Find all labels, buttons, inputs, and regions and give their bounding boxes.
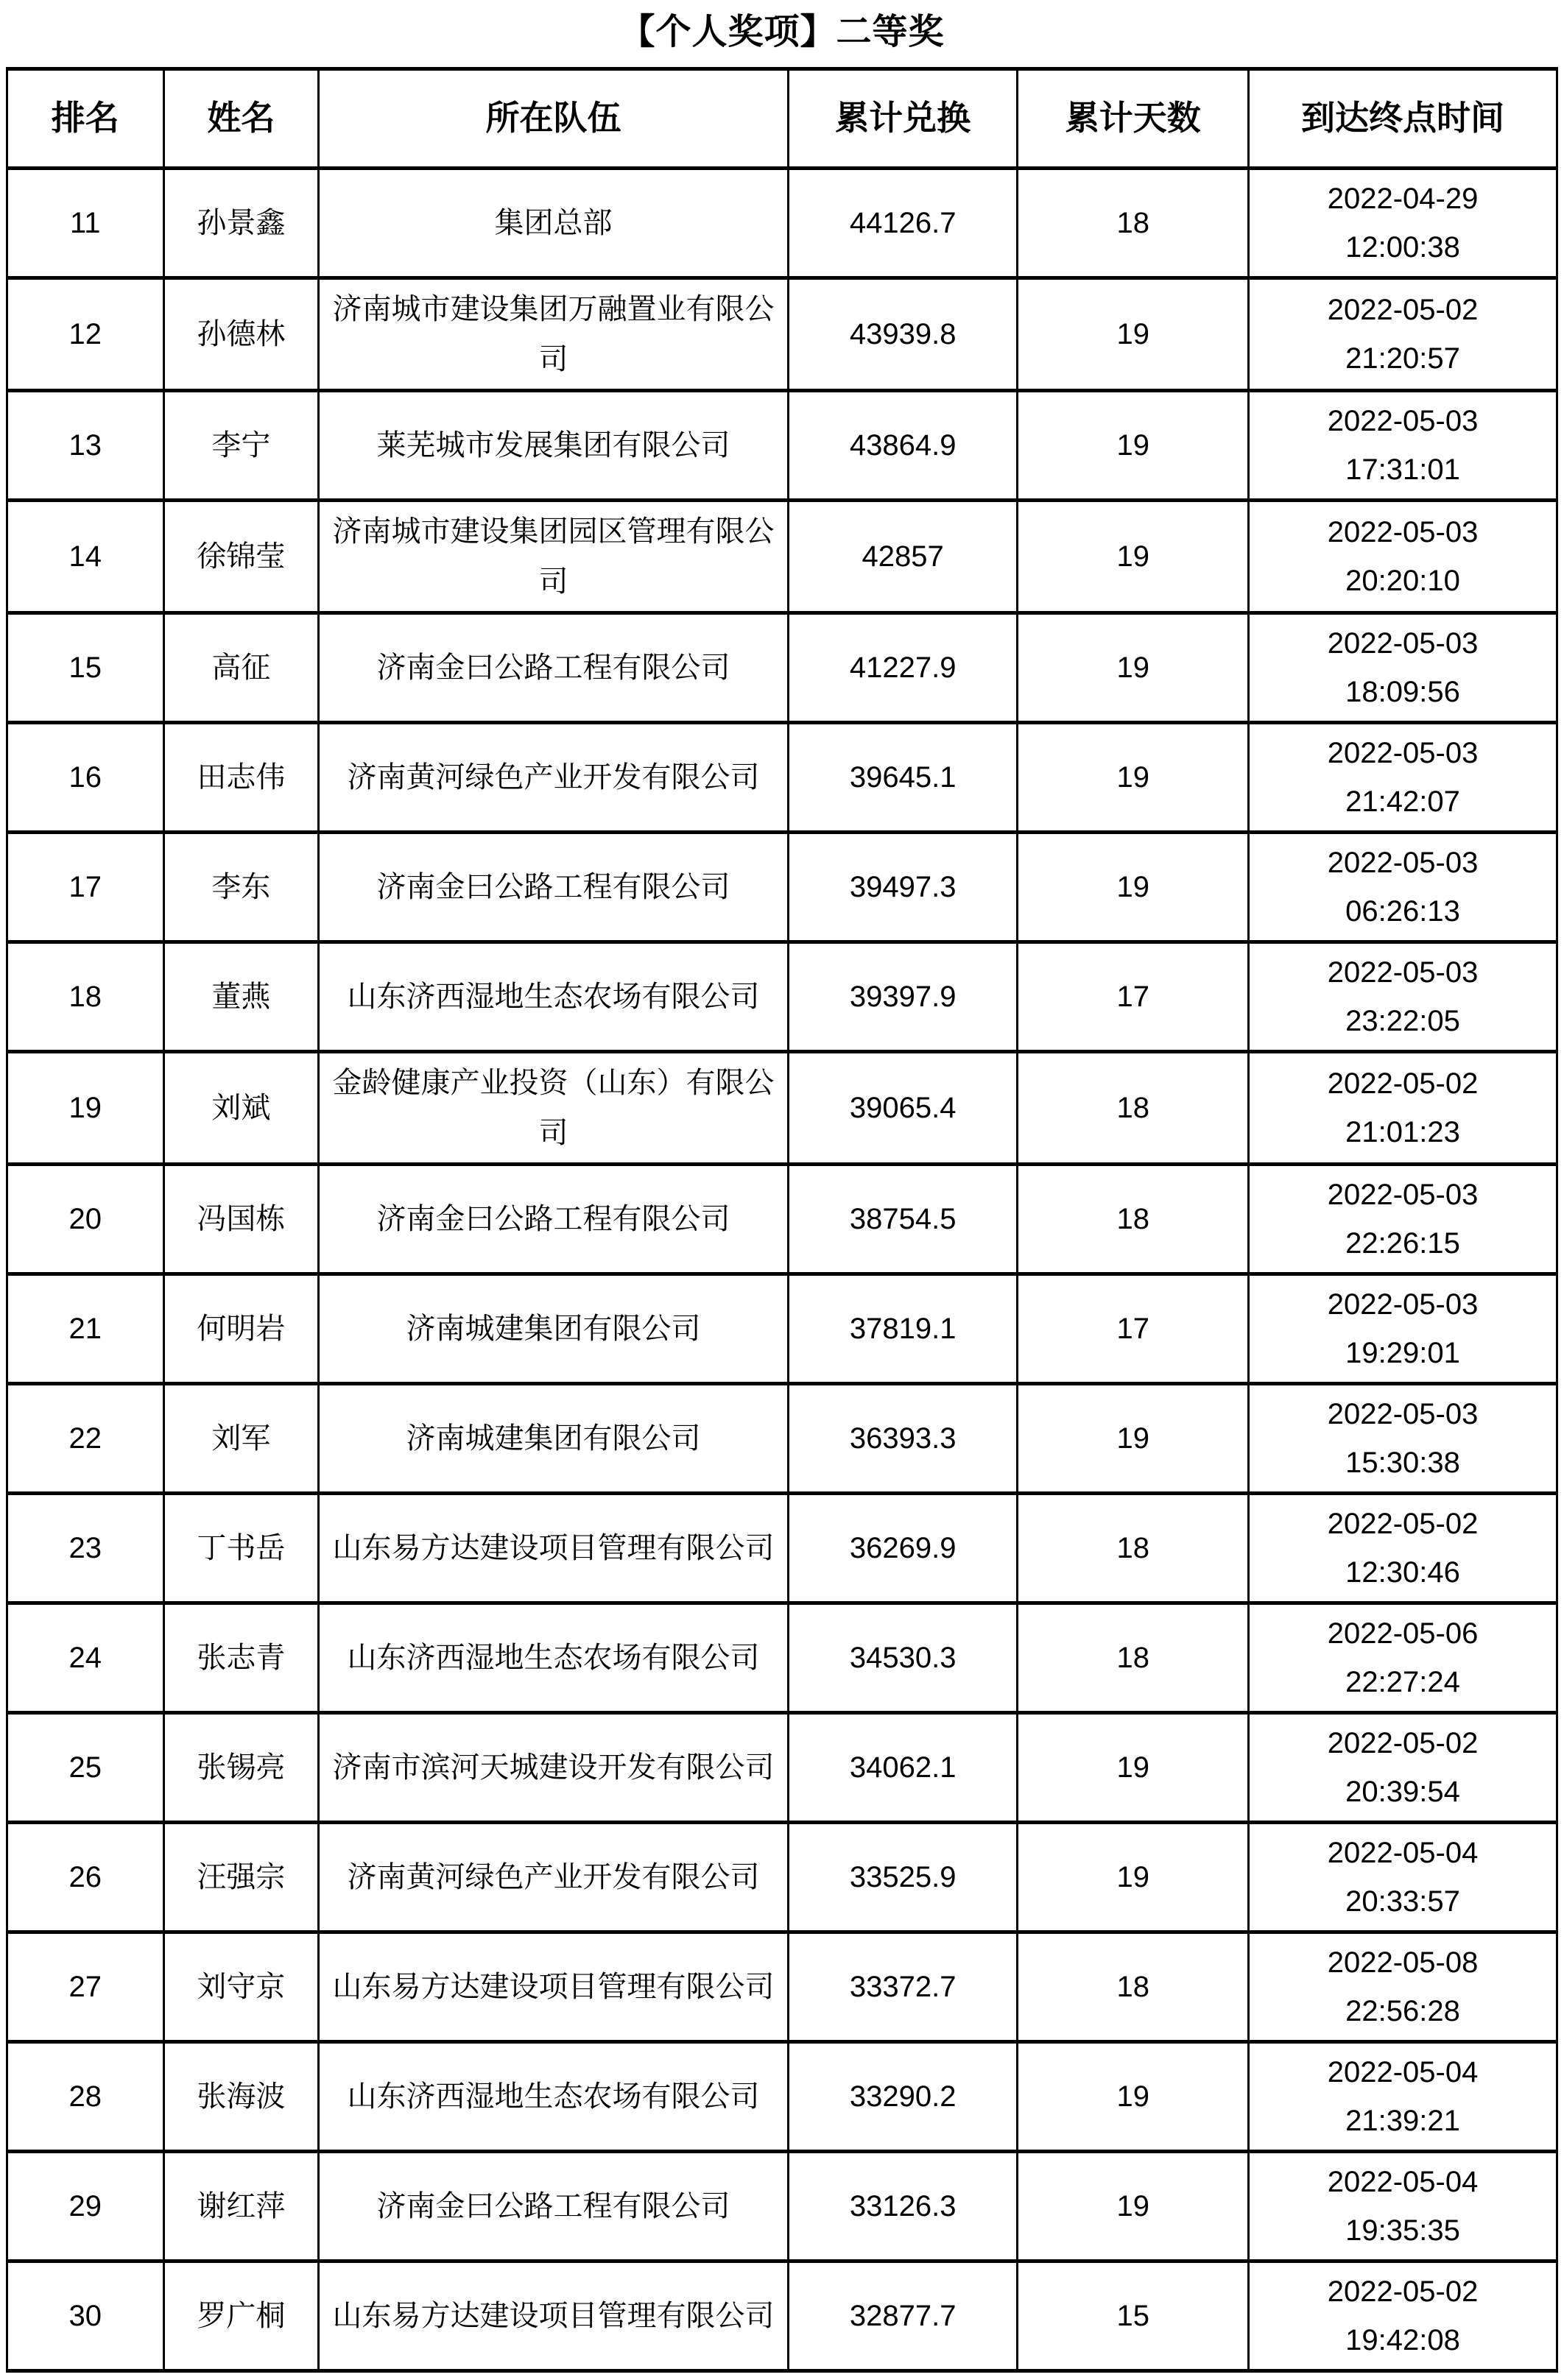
- days-cell: 19: [1018, 278, 1249, 390]
- table-row: [7, 612, 1557, 722]
- finish-date-line: 2022-05-04: [1327, 2165, 1479, 2198]
- finish-time-cell: [1249, 1932, 1557, 2041]
- finish-date-line: 2022-05-06: [1327, 1617, 1479, 1650]
- name-cell: 张志青: [163, 1603, 318, 1712]
- finish-time-cell: [1249, 1712, 1557, 1822]
- finish-date-line: 2022-05-02: [1327, 1507, 1479, 1540]
- finish-time-line: 15:30:38: [1345, 1446, 1460, 1479]
- finish-time-line: 20:39:54: [1345, 1775, 1460, 1808]
- team-cell: 山东易方达建设项目管理有限公司: [319, 2261, 789, 2370]
- days-cell: 19: [1018, 390, 1249, 500]
- days-cell: 19: [1018, 2041, 1249, 2151]
- days-cell: 18: [1018, 1493, 1249, 1603]
- team-cell: 山东易方达建设项目管理有限公司: [319, 1493, 789, 1603]
- header-days: 累计天数: [1018, 68, 1249, 168]
- team-cell: 山东济西湿地生态农场有限公司: [319, 942, 789, 1051]
- name-cell: 李宁: [163, 390, 318, 500]
- name-cell: 董燕: [163, 942, 318, 1051]
- finish-time-line: 18:09:56: [1345, 675, 1460, 708]
- finish-time-cell: [1249, 168, 1557, 278]
- exchange-cell: 33525.9: [788, 1822, 1018, 1932]
- team-cell: 济南城建集团有限公司: [319, 1383, 789, 1493]
- exchange-cell: 37819.1: [788, 1274, 1018, 1383]
- rank-cell: 20: [7, 1164, 164, 1274]
- days-cell: 18: [1018, 168, 1249, 278]
- rank-cell: 26: [7, 1822, 164, 1932]
- name-cell: 刘军: [163, 1383, 318, 1493]
- team-cell: 山东易方达建设项目管理有限公司: [319, 1932, 789, 2041]
- days-cell: 18: [1018, 1051, 1249, 1164]
- exchange-cell: 33126.3: [788, 2151, 1018, 2261]
- exchange-cell: 43939.8: [788, 278, 1018, 390]
- finish-date-line: 2022-05-02: [1327, 2275, 1479, 2308]
- team-cell: 济南城建集团有限公司: [319, 1274, 789, 1383]
- finish-time-cell: [1249, 2041, 1557, 2151]
- rank-cell: 14: [7, 500, 164, 612]
- name-cell: 李东: [163, 832, 318, 942]
- rank-cell: 24: [7, 1603, 164, 1712]
- finish-time-cell: [1249, 722, 1557, 832]
- finish-date-line: 2022-05-03: [1327, 515, 1479, 548]
- team-cell: 济南黄河绿色产业开发有限公司: [319, 1822, 789, 1932]
- finish-time-line: 19:35:35: [1345, 2214, 1460, 2247]
- finish-date-line: 2022-05-04: [1327, 2055, 1479, 2088]
- team-cell: 济南城市建设集团园区管理有限公司: [319, 500, 789, 612]
- finish-time-cell: [1249, 1493, 1557, 1603]
- exchange-cell: 39397.9: [788, 942, 1018, 1051]
- table-row: [7, 1932, 1557, 2041]
- table-row: [7, 1603, 1557, 1712]
- finish-date-line: 2022-05-03: [1327, 626, 1479, 660]
- name-cell: 田志伟: [163, 722, 318, 832]
- team-cell: 济南黄河绿色产业开发有限公司: [319, 722, 789, 832]
- team-cell: 济南城市建设集团万融置业有限公司: [319, 278, 789, 390]
- finish-time-cell: [1249, 942, 1557, 1051]
- finish-time-line: 12:30:46: [1345, 1556, 1460, 1589]
- finish-time-cell: [1249, 1822, 1557, 1932]
- finish-time-line: 20:20:10: [1345, 564, 1460, 597]
- table-row: [7, 2151, 1557, 2261]
- table-row: [7, 2261, 1557, 2370]
- team-cell: 济南金曰公路工程有限公司: [319, 612, 789, 722]
- days-cell: 19: [1018, 2151, 1249, 2261]
- header-finish-time: 到达终点时间: [1249, 68, 1557, 168]
- table-row: [7, 278, 1557, 390]
- name-cell: 汪强宗: [163, 1822, 318, 1932]
- name-cell: 何明岩: [163, 1274, 318, 1383]
- finish-date-line: 2022-05-08: [1327, 1946, 1479, 1979]
- exchange-cell: 32877.7: [788, 2261, 1018, 2370]
- name-cell: 张海波: [163, 2041, 318, 2151]
- days-cell: 19: [1018, 832, 1249, 942]
- finish-time-line: 21:39:21: [1345, 2104, 1460, 2137]
- name-cell: 刘守京: [163, 1932, 318, 2041]
- days-cell: 19: [1018, 1822, 1249, 1932]
- rank-cell: 15: [7, 612, 164, 722]
- rank-cell: 28: [7, 2041, 164, 2151]
- finish-time-cell: [1249, 500, 1557, 612]
- finish-time-line: 22:56:28: [1345, 1994, 1460, 2027]
- days-cell: 18: [1018, 1603, 1249, 1712]
- days-cell: 19: [1018, 722, 1249, 832]
- rank-cell: 27: [7, 1932, 164, 2041]
- finish-time-line: 21:01:23: [1345, 1115, 1460, 1148]
- table-row: [7, 1493, 1557, 1603]
- table-row: [7, 1712, 1557, 1822]
- finish-time-cell: [1249, 832, 1557, 942]
- table-row: [7, 1051, 1557, 1164]
- finish-time-line: 21:20:57: [1345, 342, 1460, 375]
- table-row: [7, 2041, 1557, 2151]
- finish-date-line: 2022-04-29: [1327, 182, 1479, 215]
- finish-time-cell: [1249, 278, 1557, 390]
- name-cell: 孙景鑫: [163, 168, 318, 278]
- rank-cell: 12: [7, 278, 164, 390]
- table-row: [7, 1274, 1557, 1383]
- finish-time-line: 22:26:15: [1345, 1226, 1460, 1260]
- finish-date-line: 2022-05-03: [1327, 736, 1479, 769]
- finish-time-cell: [1249, 2151, 1557, 2261]
- finish-date-line: 2022-05-03: [1327, 846, 1479, 879]
- rank-cell: 21: [7, 1274, 164, 1383]
- name-cell: 徐锦莹: [163, 500, 318, 612]
- team-cell: 山东济西湿地生态农场有限公司: [319, 1603, 789, 1712]
- header-rank: 排名: [7, 68, 164, 168]
- table-row: [7, 1383, 1557, 1493]
- exchange-cell: 34530.3: [788, 1603, 1018, 1712]
- days-cell: 18: [1018, 1932, 1249, 2041]
- finish-time-line: 22:27:24: [1345, 1665, 1460, 1698]
- days-cell: 17: [1018, 1274, 1249, 1383]
- finish-date-line: 2022-05-04: [1327, 1836, 1479, 1869]
- team-cell: 莱芜城市发展集团有限公司: [319, 390, 789, 500]
- finish-date-line: 2022-05-02: [1327, 1067, 1479, 1100]
- team-cell: 集团总部: [319, 168, 789, 278]
- finish-time-line: 17:31:01: [1345, 453, 1460, 486]
- header-name: 姓名: [163, 68, 318, 168]
- name-cell: 高征: [163, 612, 318, 722]
- days-cell: 19: [1018, 1712, 1249, 1822]
- finish-time-cell: [1249, 1383, 1557, 1493]
- finish-time-cell: [1249, 1164, 1557, 1274]
- exchange-cell: 43864.9: [788, 390, 1018, 500]
- rank-cell: 18: [7, 942, 164, 1051]
- finish-date-line: 2022-05-03: [1327, 1288, 1479, 1321]
- header-row: [7, 68, 1557, 168]
- days-cell: 15: [1018, 2261, 1249, 2370]
- finish-time-line: 21:42:07: [1345, 785, 1460, 818]
- table-row: [7, 168, 1557, 278]
- exchange-cell: 38754.5: [788, 1164, 1018, 1274]
- exchange-cell: 36269.9: [788, 1493, 1018, 1603]
- finish-date-line: 2022-05-03: [1327, 1178, 1479, 1211]
- finish-time-line: 20:33:57: [1345, 1885, 1460, 1918]
- days-cell: 17: [1018, 942, 1249, 1051]
- finish-time-cell: [1249, 1603, 1557, 1712]
- finish-time-cell: [1249, 612, 1557, 722]
- finish-time-line: 19:42:08: [1345, 2323, 1460, 2356]
- team-cell: 山东济西湿地生态农场有限公司: [319, 2041, 789, 2151]
- exchange-cell: 39497.3: [788, 832, 1018, 942]
- header-team: 所在队伍: [319, 68, 789, 168]
- finish-date-line: 2022-05-03: [1327, 1397, 1479, 1430]
- table-row: [7, 942, 1557, 1051]
- name-cell: 孙德林: [163, 278, 318, 390]
- exchange-cell: 39065.4: [788, 1051, 1018, 1164]
- table-body: [7, 168, 1557, 2370]
- exchange-cell: 42857: [788, 500, 1018, 612]
- exchange-cell: 33290.2: [788, 2041, 1018, 2151]
- team-cell: 济南金曰公路工程有限公司: [319, 2151, 789, 2261]
- team-cell: 济南市滨河天城建设开发有限公司: [319, 1712, 789, 1822]
- finish-date-line: 2022-05-02: [1327, 293, 1479, 326]
- exchange-cell: 34062.1: [788, 1712, 1018, 1822]
- finish-time-line: 19:29:01: [1345, 1336, 1460, 1369]
- page-title: 【个人奖项】二等奖: [619, 13, 945, 52]
- finish-time-cell: [1249, 1274, 1557, 1383]
- rank-cell: 13: [7, 390, 164, 500]
- name-cell: 罗广桐: [163, 2261, 318, 2370]
- exchange-cell: 39645.1: [788, 722, 1018, 832]
- rank-cell: 19: [7, 1051, 164, 1164]
- finish-time-cell: [1249, 2261, 1557, 2370]
- finish-time-cell: [1249, 390, 1557, 500]
- table-row: [7, 722, 1557, 832]
- finish-date-line: 2022-05-03: [1327, 956, 1479, 989]
- exchange-cell: 36393.3: [788, 1383, 1018, 1493]
- finish-time-line: 23:22:05: [1345, 1004, 1460, 1037]
- awards-table: [6, 67, 1558, 2373]
- days-cell: 19: [1018, 1383, 1249, 1493]
- days-cell: 19: [1018, 612, 1249, 722]
- rank-cell: 22: [7, 1383, 164, 1493]
- exchange-cell: 44126.7: [788, 168, 1018, 278]
- name-cell: 丁书岳: [163, 1493, 318, 1603]
- table-row: [7, 1164, 1557, 1274]
- table-row: [7, 1822, 1557, 1932]
- rank-cell: 16: [7, 722, 164, 832]
- days-cell: 19: [1018, 500, 1249, 612]
- finish-date-line: 2022-05-02: [1327, 1726, 1479, 1759]
- team-cell: 济南金曰公路工程有限公司: [319, 832, 789, 942]
- table-row: [7, 832, 1557, 942]
- finish-date-line: 2022-05-03: [1327, 404, 1479, 437]
- rank-cell: 25: [7, 1712, 164, 1822]
- finish-time-cell: [1249, 1051, 1557, 1164]
- name-cell: 刘斌: [163, 1051, 318, 1164]
- exchange-cell: 33372.7: [788, 1932, 1018, 2041]
- team-cell: 金龄健康产业投资（山东）有限公司: [319, 1051, 789, 1164]
- table-row: [7, 500, 1557, 612]
- rank-cell: 17: [7, 832, 164, 942]
- rank-cell: 11: [7, 168, 164, 278]
- table-row: [7, 390, 1557, 500]
- days-cell: 18: [1018, 1164, 1249, 1274]
- rank-cell: 30: [7, 2261, 164, 2370]
- header-exchange: 累计兑换: [788, 68, 1018, 168]
- name-cell: 张锡亮: [163, 1712, 318, 1822]
- team-cell: 济南金曰公路工程有限公司: [319, 1164, 789, 1274]
- finish-time-line: 12:00:38: [1345, 230, 1460, 264]
- finish-time-line: 06:26:13: [1345, 894, 1460, 928]
- name-cell: 冯国栋: [163, 1164, 318, 1274]
- name-cell: 谢红萍: [163, 2151, 318, 2261]
- rank-cell: 23: [7, 1493, 164, 1603]
- exchange-cell: 41227.9: [788, 612, 1018, 722]
- rank-cell: 29: [7, 2151, 164, 2261]
